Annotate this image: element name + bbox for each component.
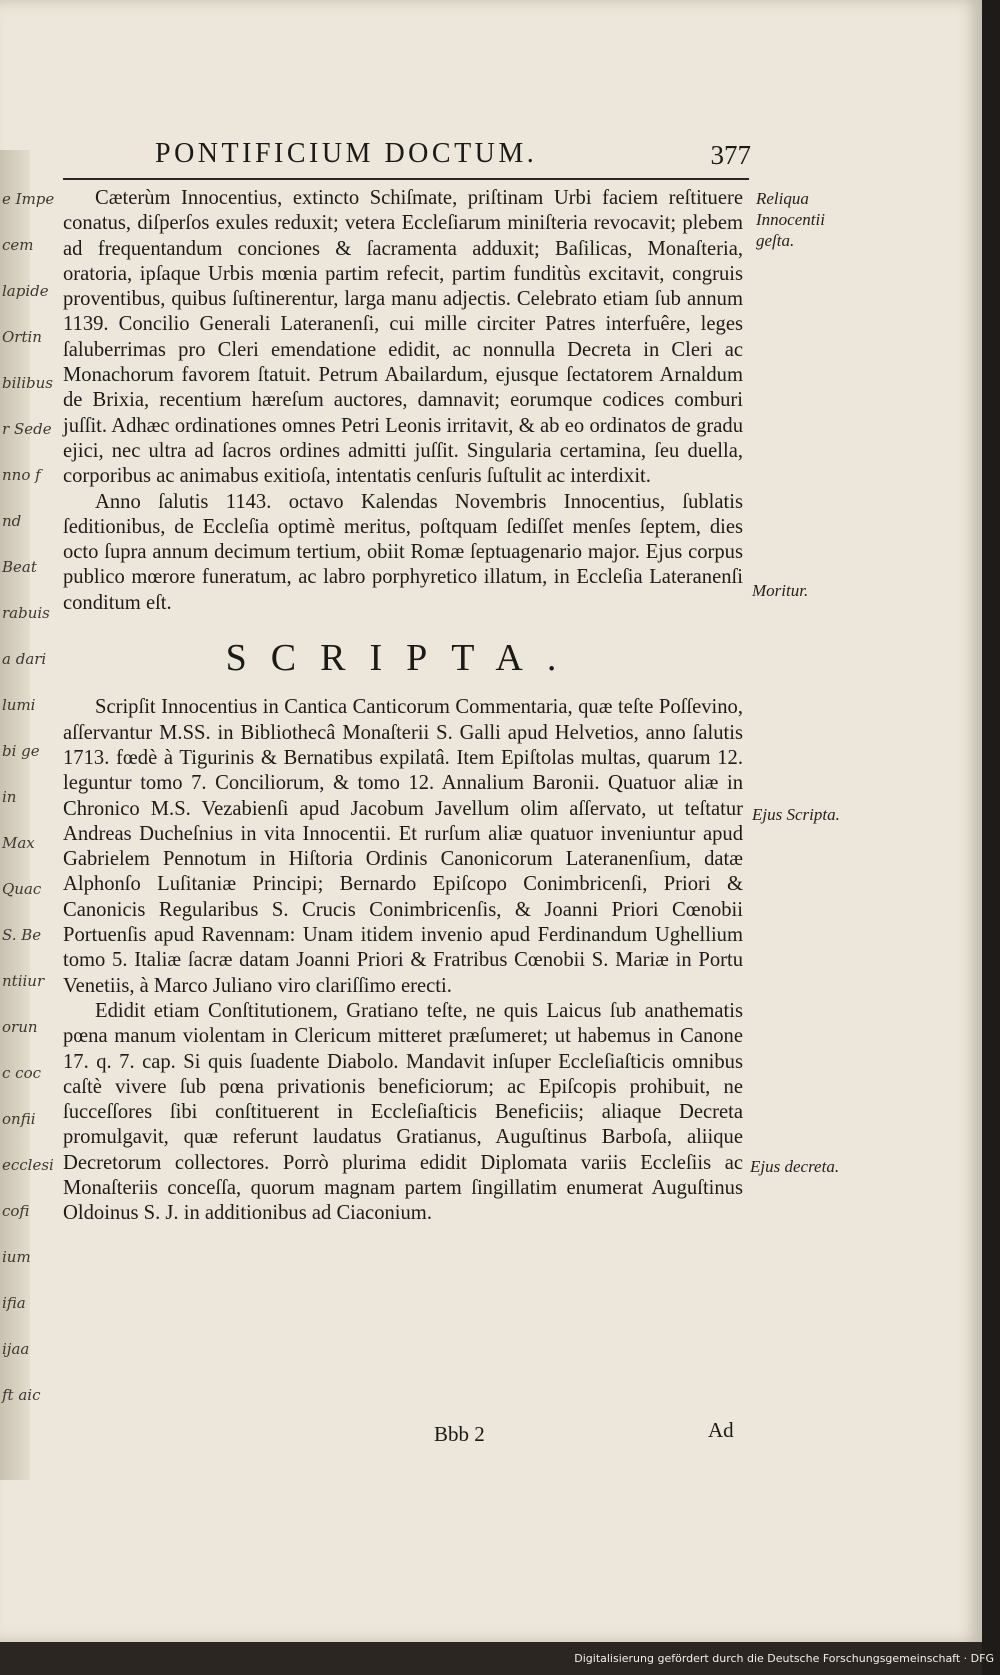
margin-note-scripta: Ejus Scripta. bbox=[752, 805, 840, 824]
running-title: PONTIFICIUM DOCTUM. bbox=[155, 138, 538, 169]
gutter-fragment: Max bbox=[2, 834, 35, 852]
catchword: Ad bbox=[708, 1418, 734, 1442]
page-number: 377 bbox=[710, 140, 751, 170]
margin-note-moritur: Moritur. bbox=[752, 581, 809, 600]
gutter-fragment: ecclesi bbox=[2, 1156, 54, 1174]
gutter-fragment: rabuis bbox=[2, 604, 50, 622]
gutter-fragment: lumi bbox=[2, 696, 36, 714]
gutter-fragment: onfii bbox=[2, 1110, 36, 1128]
signature-mark: Bbb 2 bbox=[434, 1422, 485, 1446]
gutter-fragment: ntiiur bbox=[2, 972, 45, 990]
gutter-fragment: Ortin bbox=[2, 328, 42, 346]
gutter-fragment: ifia bbox=[2, 1294, 26, 1312]
gutter-fragment: cofi bbox=[2, 1202, 30, 1220]
gutter-fragment: ijaa bbox=[2, 1340, 30, 1358]
scan-edge bbox=[982, 0, 1000, 1675]
running-header bbox=[63, 138, 751, 178]
gutter-fragment: bi ge bbox=[2, 742, 40, 760]
gutter-fragment: orun bbox=[2, 1018, 38, 1036]
gutter-fragment: lapide bbox=[2, 282, 49, 300]
gutter-fragment: Beat bbox=[2, 558, 37, 576]
gutter-fragment: r Sede bbox=[2, 420, 52, 438]
gutter-fragment: nno f bbox=[2, 466, 41, 484]
gutter-fragment: ft aic bbox=[2, 1386, 41, 1404]
gutter-fragment: bilibus bbox=[2, 374, 53, 392]
margin-note-decreta: Ejus decreta. bbox=[750, 1157, 840, 1176]
gutter-fragment: cem bbox=[2, 236, 34, 254]
gutter-fragment: c coc bbox=[2, 1064, 42, 1082]
facing-page-gutter bbox=[0, 150, 55, 1480]
gutter-fragment: ium bbox=[2, 1248, 31, 1266]
main-text bbox=[63, 186, 743, 1227]
gutter-fragment: S. Be bbox=[2, 926, 42, 944]
paragraph-decreta: Edidit etiam Conſtitutionem, Gratiano teſte, ne quis Laicus ſub anathematis pœna manum violentam in Clericum mitteret præſumeret; ut habemus in Canone 17. q. 7. cap. Si quis ſuadente Diabolo. Mandavit inſuper Eccleſiaſticis omnibus caſtè vivere ſub pœna privationis beneficiorum; ac Epiſcopis prohibuit, ne ſucceſſores ſibi conſtituerent in Eccleſiaſticis Beneficiis; aliaque Decreta promulgavit, quæ referunt laudatus Gratianus, Auguſtinus Barboſa, aliique Decretorum collectores. Porrò plurima edidit Diplomata variis Eccleſiis ac Monaſteriis conceſſa, quorum magnam partem ſingillatim enumerat Auguſtinus Oldoinus S. J. in additionibus ad Ciaconium. bbox=[63, 999, 743, 1225]
gutter-fragment: e Impe bbox=[2, 190, 55, 208]
gutter-fragment: nd bbox=[2, 512, 22, 530]
paragraph-moritur: Anno ſalutis 1143. octavo Kalendas Novembris Innocentius, ſublatis ſeditionibus, de Eccleſia optimè meritus, poſtquam ſediſſet menſes ſeptem, dies octo ſupra annum decimum tertium, obiit Romæ ſeptuagenario major. Ejus corpus publico mœrore funeratum, ac labro porphyretico illatum, in Eccleſia Lateranenſi conditum eſt. bbox=[63, 490, 743, 614]
gutter-fragment: in bbox=[2, 788, 17, 806]
paragraph-reliqua: Cæterùm Innocentius, extincto Schiſmate, priſtinam Urbi faciem reſtituere conatus, diſperſos exules reduxit; vetera Eccleſiarum miniſteria revocavit; plebem ad frequentandum conciones & ſacramenta adduxit; Baſilicas, Monaſteria, oratoria, ipſaque Urbis mœnia partim refecit, partim funditùs excitavit, congruis proventibus, quibus ſuſtinerentur, larga manu adjectis. Celebrato etiam ſub annum 1139. Concilio Generali Lateranenſi, cui mille circiter Patres interfuêre, leges ſaluberrimas pro Cleri emendatione edidit, ac nonnulla Decreta in Cleri ac Monachorum favorem ſtatuit. Petrum Abailardum, ejusque ſectatorem Arnaldum de Brixia, recentium hæreſum auctores, damnavit; eorumque codices comburi juſſit. Adhæc ordinationes omnes Petri Leonis irritavit, & ab eo ordinatos de gradu ejici, nec ultra ad ſacros ordines admitti juſſit. Singularia certamina, ſeu duella, corporibus ac animabus exitioſa, intentatis cenſuris ſuſtulit ac interdixit. bbox=[63, 187, 743, 488]
margin-note-reliqua: Reliqua Innocentii geſta. bbox=[756, 189, 825, 250]
header-rule bbox=[63, 178, 749, 180]
gutter-fragment: a dari bbox=[2, 650, 47, 668]
paragraph-scripta: Scripſit Innocentius in Cantica Canticorum Commentaria, quæ teſte Poſſevino, aſſervantur M.SS. in Bibliothecâ Monaſterii S. Galli apud Helvetios, anno ſalutis 1713. fœdè à Tigurinis & Bernatibus expilatâ. Item Epiſtolas multas, quarum 12. leguntur tomo 7. Conciliorum, & tomo 12. Annalium Baronii. Quatuor aliæ in Chronico M.S. Vezabienſi apud Jacobum Javellum olim aſſervato, ut teſtatur Andreas Ducheſnius in vita Innocentii. Et rurſum aliæ quatuor inveniuntur apud Gabrielem Pennotum in Hiſtoria Ordinis Canonicorum Lateranenſium, datæ Alphonſo Luſitaniæ Principi; Bernardo Epiſcopo Conimbricenſi, Priori & Canonicis Regularibus S. Crucis Conimbricenſis, & Joanni Priori Cœnobii Portuenſis apud Ravennam: Unam itidem invenio apud Ferdinandum Ughellium tomo 5. Italiæ ſacræ datam Joanni Priori & Fratribus Cœnobii S. Mariæ in Portu Venetiis, à Marco Juliano viro clariſſimo erecti. bbox=[63, 696, 743, 997]
gutter-fragment: Quac bbox=[2, 880, 42, 898]
section-heading: SCRIPTA. bbox=[225, 637, 581, 680]
digitization-credit: Digitalisierung gefördert durch die Deutsche Forschungsgemeinschaft · DFG bbox=[574, 1652, 994, 1665]
